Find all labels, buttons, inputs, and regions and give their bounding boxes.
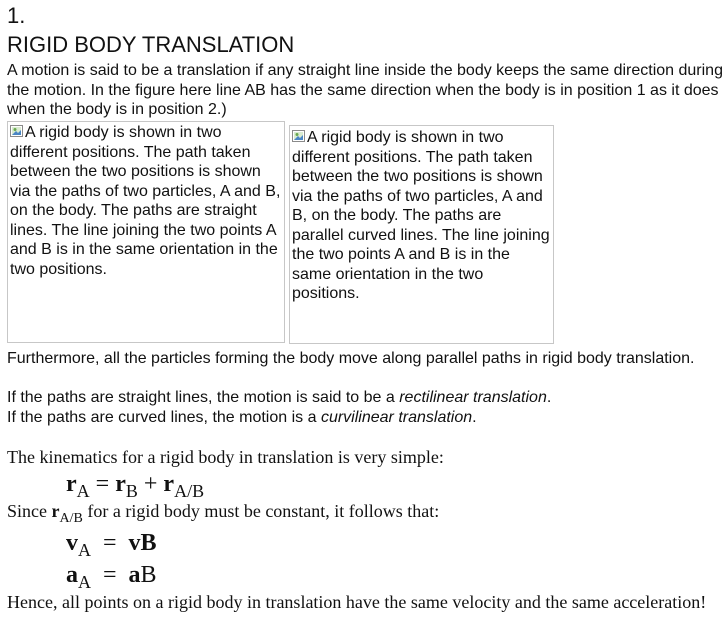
figure-curvilinear (289, 125, 554, 344)
acceleration-equation: $a_A$ = aB (66, 562, 157, 592)
position-equation: $r_A = r_B + r_{A/B}$ (66, 471, 205, 501)
page-title: RIGID BODY TRANSLATION (7, 32, 295, 57)
broken-image-icon (10, 125, 24, 138)
kinematics-intro: The kinematics for a rigid body in translation is very simple: (7, 447, 444, 467)
intro-paragraph: A motion is said to be a translation if any straight line inside the body keeps the same direction during the motion. In the figure here line AB has the same direction when the body is in position 1 as it does when the body is in position 2.) (7, 62, 723, 118)
rectilinear-line: If the paths are straight lines, the motion is said to be a rectilinear translation. (7, 389, 552, 406)
curvilinear-line: If the paths are curved lines, the motion is a curvilinear translation. (7, 409, 477, 426)
rectilinear-term: rectilinear translation (399, 389, 547, 406)
figure-alt-text: A rigid body is shown in two different positions. The path taken between the two positions is shown via the paths of two particles, A and B, on the body. The paths are straight lines. The line joining the two points A and B is in the same orientation in the two positions. (10, 124, 281, 278)
broken-image-icon (292, 130, 306, 143)
curvilinear-term: curvilinear translation (320, 409, 473, 426)
figure-rectilinear (7, 121, 285, 343)
since-line: Since $r_{A/B}$ for a rigid body must be constant, it follows that: (7, 501, 440, 526)
velocity-equation: $v_A$ = vB (66, 530, 157, 560)
conclusion-paragraph: Hence, all points on a rigid body in translation have the same velocity and the same acceleration! (7, 592, 707, 612)
figure-alt-text: A rigid body is shown in two different positions. The path taken between the two positions is shown via the paths of two particles, A and B, on the body. The paths are parallel curved lines. The line joining the two points A and B is in the same orientation in the two positions. (292, 129, 550, 302)
section-number: 1. (7, 3, 26, 28)
furthermore-paragraph: Furthermore, all the particles forming the body move along parallel paths in rigid body translation. (7, 350, 695, 367)
